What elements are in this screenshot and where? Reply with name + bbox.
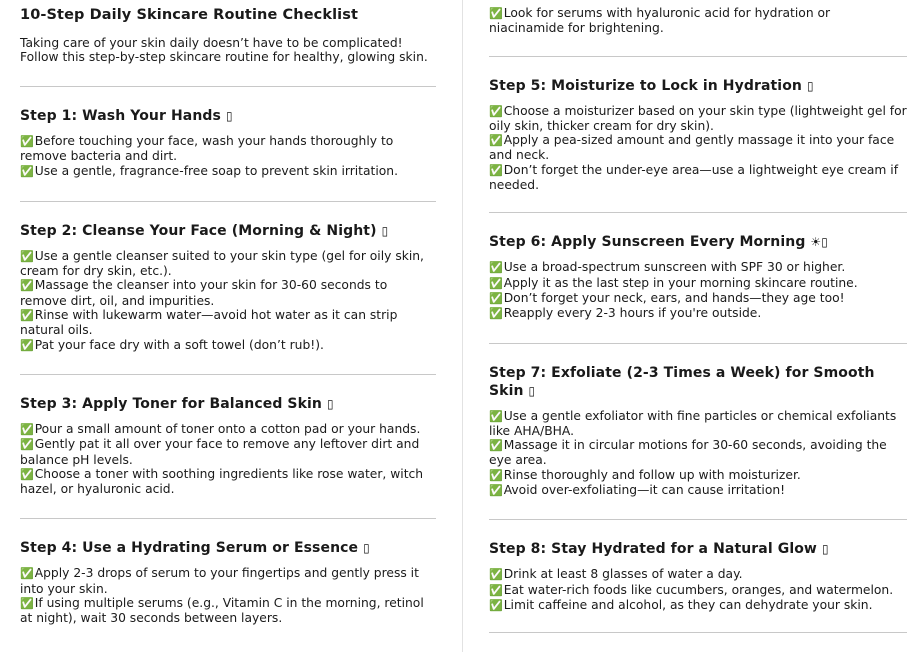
checklist-item-text: Rinse with lukewarm water—avoid hot water as it can strip natural oils. xyxy=(20,308,398,338)
step-heading xyxy=(489,233,907,251)
check-icon: ✅ xyxy=(489,163,503,177)
checklist-item xyxy=(489,6,907,36)
check-icon: ✅ xyxy=(20,249,34,263)
checklist-item-text: Avoid over-exfoliating—it can cause irritation! xyxy=(503,483,786,498)
checklist-item-text: Reapply every 2-3 hours if you're outside. xyxy=(503,306,762,321)
checklist-item xyxy=(20,249,436,279)
checklist-item-text: Use a gentle, fragrance-free soap to prevent skin irritation. xyxy=(34,163,398,178)
step-heading xyxy=(489,540,907,558)
step-section xyxy=(20,222,436,353)
check-icon: ✅ xyxy=(489,409,503,423)
checklist-item xyxy=(489,104,907,134)
checklist-item xyxy=(20,164,436,179)
checklist xyxy=(20,134,436,179)
checklist-item-text: Pour a small amount of toner onto a cotton pad or your hands. xyxy=(34,421,421,436)
check-icon: ✅ xyxy=(20,279,34,293)
left-steps xyxy=(20,86,436,626)
emoji-placeholder-icon: ▯ xyxy=(363,541,370,556)
step-heading xyxy=(489,77,907,95)
checklist-item xyxy=(20,134,436,164)
checklist-item xyxy=(20,437,436,467)
checklist xyxy=(489,409,907,499)
check-icon: ✅ xyxy=(489,307,503,321)
checklist-item xyxy=(489,468,907,483)
checklist xyxy=(489,567,907,613)
check-icon: ✅ xyxy=(20,135,34,148)
checklist xyxy=(489,104,907,193)
checklist-item-text: Limit caffeine and alcohol, as they can dehydrate your skin. xyxy=(503,597,873,612)
emoji-placeholder-icon: ▯ xyxy=(326,396,334,411)
section-divider xyxy=(489,56,907,57)
checklist-item xyxy=(489,260,907,275)
checklist-item xyxy=(489,409,907,439)
continued-bullets xyxy=(489,6,907,36)
emoji-placeholder-icon: ▯ xyxy=(821,542,829,557)
check-icon: ✅ xyxy=(489,7,503,20)
check-icon: ✅ xyxy=(489,276,503,290)
emoji-placeholder-icon: ☀▯ xyxy=(810,235,828,250)
check-icon: ✅ xyxy=(489,104,503,118)
step-heading-text: Step 1: Wash Your Hands xyxy=(20,108,221,124)
section-divider xyxy=(20,201,436,202)
checklist xyxy=(20,249,436,353)
check-icon: ✅ xyxy=(489,583,503,597)
checklist-item xyxy=(20,566,436,596)
checklist-item-text: Choose a moisturizer based on your skin type (lightweight gel for oily skin, thicker cream for dry skin). xyxy=(489,103,907,133)
emoji-placeholder-icon: ▯ xyxy=(381,223,389,238)
check-icon: ✅ xyxy=(489,134,503,148)
section-divider xyxy=(20,86,436,87)
checklist-item xyxy=(489,133,907,163)
step-heading-text: Step 7: Exfoliate (2-3 Times a Week) for Smooth Skin xyxy=(489,364,875,399)
check-icon: ✅ xyxy=(489,261,503,275)
checklist-item-text: Before touching your face, wash your hands thoroughly to remove bacteria and dirt. xyxy=(20,134,394,164)
column-divider xyxy=(462,0,463,652)
checklist-item xyxy=(489,291,907,306)
checklist-item-text: Massage the cleanser into your skin for 30-60 seconds to remove dirt, oil, and impurities. xyxy=(20,278,388,308)
checklist-item xyxy=(489,567,907,582)
check-icon: ✅ xyxy=(489,484,503,498)
step-heading-text: Step 6: Apply Sunscreen Every Morning xyxy=(489,234,806,251)
checklist-item xyxy=(489,583,907,598)
step-section xyxy=(489,364,907,499)
check-icon: ✅ xyxy=(489,468,503,482)
checklist-item-text: If using multiple serums (e.g., Vitamin C in the morning, retinol at night), wait 30 seconds between layers. xyxy=(20,596,424,626)
section-divider xyxy=(489,343,907,344)
emoji-placeholder-icon: ▯ xyxy=(806,78,814,93)
step-heading-text: Step 2: Cleanse Your Face (Morning & Night) xyxy=(20,222,377,239)
checklist-item xyxy=(20,596,436,626)
page-title: 10-Step Daily Skincare Routine Checklist xyxy=(20,7,358,23)
step-heading-text: Step 5: Moisturize to Lock in Hydration xyxy=(489,77,802,94)
step-section xyxy=(489,233,907,321)
check-icon: ✅ xyxy=(20,467,34,481)
step-section xyxy=(489,540,907,613)
checklist-item-text: Gently pat it all over your face to remove any leftover dirt and balance pH levels. xyxy=(20,437,420,467)
step-heading-text: Step 3: Apply Toner for Balanced Skin xyxy=(20,395,322,412)
step-heading xyxy=(20,539,436,557)
step-section xyxy=(489,77,907,193)
check-icon: ✅ xyxy=(20,309,34,323)
emoji-placeholder-icon: ▯ xyxy=(528,383,536,398)
checklist-item-text: Apply 2-3 drops of serum to your fingertips and gently press it into your skin. xyxy=(20,566,419,596)
checklist-item xyxy=(489,306,907,321)
check-icon: ✅ xyxy=(20,422,34,436)
checklist-item-text: Apply a pea-sized amount and gently massage it into your face and neck. xyxy=(489,133,895,163)
step-heading xyxy=(489,364,907,400)
checklist-item-text: Rinse thoroughly and follow up with moisturizer. xyxy=(503,467,801,482)
checklist-item xyxy=(20,338,436,353)
checklist-item xyxy=(20,422,436,437)
checklist-item xyxy=(489,276,907,291)
check-icon: ✅ xyxy=(489,598,503,612)
intro-paragraph: Taking care of your skin daily doesn’t have to be complicated! Follow this step-by-step skincare routine for healthy, glowing skin. xyxy=(20,36,428,64)
check-icon: ✅ xyxy=(489,568,503,582)
checklist-item-text: Choose a toner with soothing ingredients like rose water, witch hazel, or hyaluronic acid. xyxy=(20,466,424,497)
checklist-item-text: Massage it in circular motions for 30-60 seconds, avoiding the eye area. xyxy=(489,438,887,468)
checklist-item-text: Use a broad-spectrum sunscreen with SPF 30 or higher. xyxy=(503,260,846,275)
checklist-item-text: Look for serums with hyaluronic acid for hydration or niacinamide for brightening. xyxy=(489,6,831,36)
right-column xyxy=(489,0,907,633)
checklist-item xyxy=(20,467,436,497)
checklist xyxy=(20,422,436,496)
checklist-item-text: Drink at least 8 glasses of water a day. xyxy=(503,567,743,582)
section-divider xyxy=(489,632,907,633)
step-heading-text: Step 4: Use a Hydrating Serum or Essence xyxy=(20,540,359,557)
checklist-item xyxy=(489,483,907,498)
checklist-item-text: Don’t forget the under-eye area—use a lightweight eye cream if needed. xyxy=(489,162,899,193)
checklist-item xyxy=(20,278,436,308)
checklist-item-text: Eat water-rich foods like cucumbers, oranges, and watermelon. xyxy=(503,582,894,597)
step-section xyxy=(20,395,436,496)
step-heading xyxy=(20,107,436,125)
section-divider xyxy=(489,519,907,520)
checklist-item xyxy=(489,598,907,613)
check-icon: ✅ xyxy=(489,291,503,305)
section-divider xyxy=(20,374,436,375)
step-section xyxy=(20,107,436,179)
emoji-placeholder-icon: ▯ xyxy=(225,109,233,123)
check-icon: ✅ xyxy=(20,597,34,611)
checklist-item-text: Use a gentle exfoliator with fine particles or chemical exfoliants like AHA/BHA. xyxy=(489,408,897,438)
check-icon: ✅ xyxy=(20,338,34,352)
step-heading xyxy=(20,222,436,240)
checklist-item xyxy=(489,438,907,468)
checklist-item-text: Don’t forget your neck, ears, and hands—they age too! xyxy=(503,290,845,305)
checklist-item xyxy=(489,163,907,193)
section-divider xyxy=(20,518,436,519)
right-steps xyxy=(489,56,907,634)
checklist-item-text: Pat your face dry with a soft towel (don’t rub!). xyxy=(34,337,324,352)
checklist xyxy=(489,260,907,321)
step-heading-text: Step 8: Stay Hydrated for a Natural Glow xyxy=(489,541,817,558)
checklist-item xyxy=(20,308,436,338)
check-icon: ✅ xyxy=(20,164,34,178)
checklist-item-text: Apply it as the last step in your morning skincare routine. xyxy=(503,275,858,290)
left-column xyxy=(20,0,436,626)
check-icon: ✅ xyxy=(20,567,34,581)
checklist xyxy=(20,566,436,625)
step-section xyxy=(20,539,436,625)
check-icon: ✅ xyxy=(489,439,503,453)
checklist-item-text: Use a gentle cleanser suited to your skin type (gel for oily skin, cream for dry skin, etc.). xyxy=(20,248,424,279)
section-divider xyxy=(489,212,907,213)
step-heading xyxy=(20,395,436,413)
check-icon: ✅ xyxy=(20,438,34,452)
